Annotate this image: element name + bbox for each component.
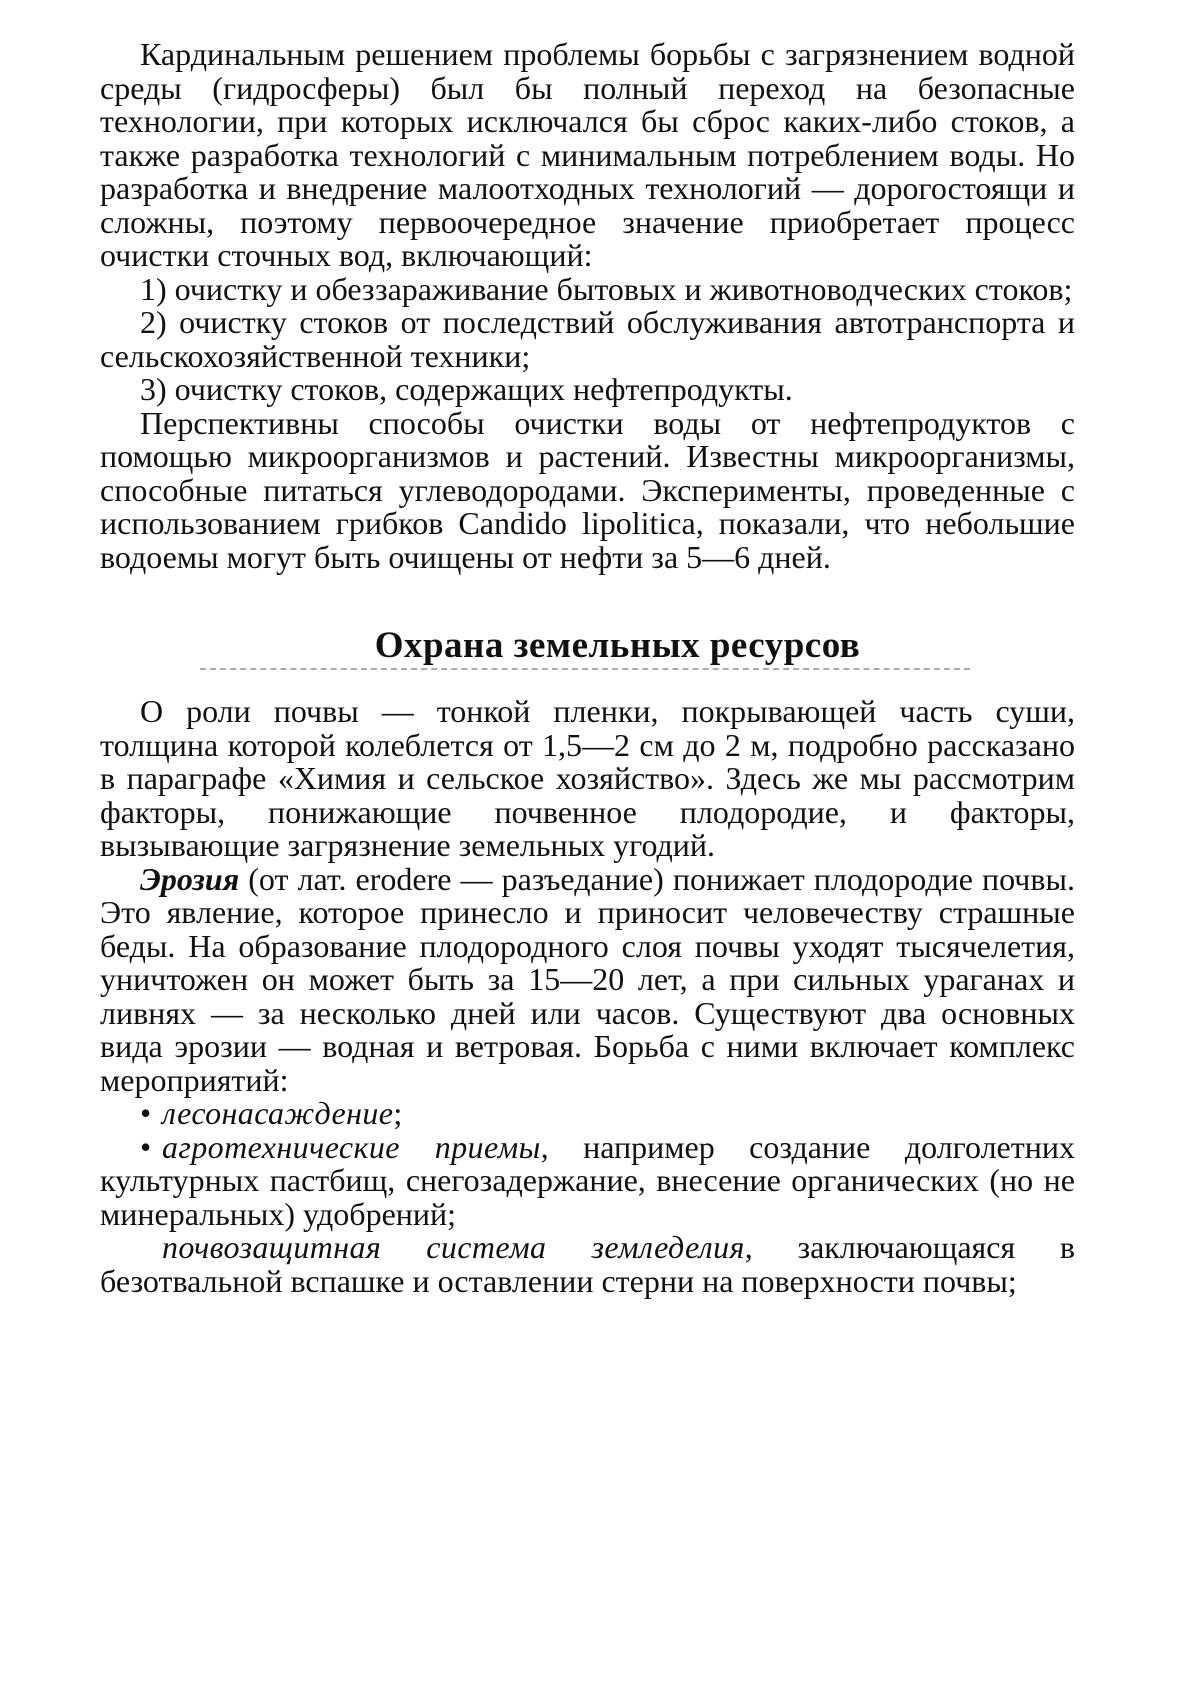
- page-body: [100, 38, 1075, 1298]
- bullet-1-text: ;: [393, 1095, 403, 1131]
- section-heading-block: [100, 624, 1075, 673]
- bullet-2-text: , например создание долголетних культурных пастбищ, снегозадержание, внесение органических (но не минеральных) удобрений;: [100, 1128, 1075, 1232]
- bullet-item-2: [100, 1128, 1075, 1232]
- paragraph-microorganisms: Перспективны способы очистки воды от нефтепродуктов с помощью микроорганизмов и растений. Известны микроорганизмы, способные питаться углеводородами. Эксперименты, проведенные с использованием грибков Candido lipolitica, показали, что небольшие водоемы могут быть очищены от нефти за 5—6 дней.: [100, 404, 1075, 575]
- list-item-3: 3) очистку стоков, содержащих нефтепродукты.: [140, 371, 793, 407]
- bullet-item-1: [100, 1097, 1075, 1131]
- section-heading: Охрана земельных ресурсов: [374, 625, 861, 666]
- term-erosion: Эрозия: [140, 860, 240, 897]
- paragraph-erosion: [100, 860, 1075, 1098]
- bullet-marker: •: [140, 1128, 152, 1165]
- term-afforestation: лесонасаждение: [162, 1095, 394, 1131]
- bullet-3-text: , заключающаяся в безотвальной вспашке и оставлении стерни на поверхности почвы;: [100, 1229, 1075, 1299]
- bullet-marker: •: [140, 1095, 152, 1131]
- list-item-1: 1) очистку и обеззараживание бытовых и животноводческих стоков;: [140, 270, 1073, 307]
- heading-underline: [200, 668, 970, 673]
- bullet-item-3: [100, 1231, 1075, 1298]
- paragraph-soil-role: О роли почвы — тонкой пленки, покрывающей часть суши, толщина которой колеблется от 1,5—2 см до 2 м, подробно рассказано в параграфе «Химия и сельское хозяйство». Здесь же мы рассмотрим факторы, понижающие почвенное плодородие, и факторы, вызывающие загрязнение земельных угодий.: [100, 693, 1075, 863]
- paragraph-water-cleanup: Кардинальным решением проблемы борьбы с загрязнением водной среды (гидросферы) был бы полный переход на безопасные технологии, при которых исключался бы сброс каких-либо стоков, а также разработка технологий с минимальным потреблением воды. Но разработка и внедрение малоотходных технологий — дорогостоящи и сложны, поэтому первоочередное значение приобретает процесс очистки сточных вод, включающий:: [100, 36, 1075, 273]
- term-soil-protection: почвозащитная система земледелия: [162, 1229, 745, 1265]
- term-agrotechnical: агротехнические приемы: [162, 1128, 541, 1165]
- list-item-2: 2) очистку стоков от последствий обслуживания автотранспорта и сельскохозяйственной техники;: [100, 304, 1075, 374]
- erosion-text: (от лат. erodere — разъедание) понижает плодородие почвы. Это явление, которое принесло и приносит человечеству страшные беды. На образование плодородного слоя почвы уходят тысячелетия, уничтожен он может быть за 15—20 лет, а при сильных ураганах и ливнях — за несколько дней или часов. Существуют два основных вида эрозии — водная и ветровая. Борьба с ними включает комплекс мероприятий:: [100, 860, 1075, 1098]
